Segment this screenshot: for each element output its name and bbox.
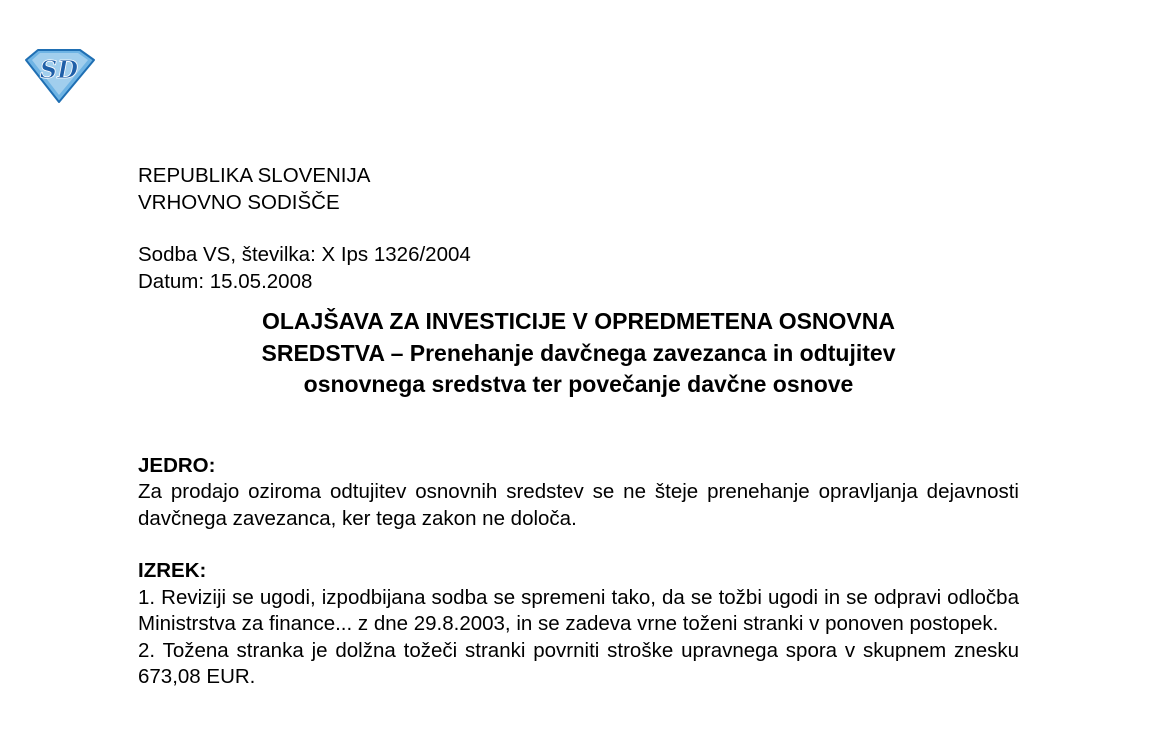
header-court: VRHOVNO SODIŠČE (138, 190, 340, 214)
case-number: Sodba VS, številka: X Ips 1326/2004 (138, 243, 471, 266)
logo-letters: SD (39, 55, 79, 84)
court-emblem-icon (22, 48, 96, 104)
header-country: REPUBLIKA SLOVENIJA (138, 164, 371, 187)
izrek-item: 1. Reviziji se ugodi, izpodbijana sodba se spremeni tako, da se tožbi ugodi in se odpravi odločba Ministrstva za finance... z dne 29.8.2003, in se zadeva vrne toženi stranki v ponoven postopek. (138, 585, 1019, 635)
document-body (138, 163, 1019, 691)
spacer (138, 216, 1019, 242)
court-logo (22, 48, 96, 104)
title-line-3: osnovnega sredstva ter povečanje davčne osnove (303, 371, 854, 397)
document-title (138, 306, 1019, 401)
title-line-1: OLAJŠAVA ZA INVESTICIJE V OPREDMETENA OSNOVNA (261, 308, 895, 334)
izrek-item: 2. Tožena stranka je dolžna tožeči stranki povrniti stroške upravnega spora v skupnem znesku 673,08 EUR. (138, 638, 1019, 688)
case-date: Datum: 15.05.2008 (138, 269, 313, 293)
spacer (138, 401, 1019, 453)
spacer (138, 532, 1019, 558)
izrek-label: IZREK: (138, 559, 207, 582)
jedro-label: JEDRO: (138, 453, 216, 477)
jedro-text: Za prodajo oziroma odtujitev osnovnih sredstev se ne šteje prenehanje opravljanja dejavnosti davčnega zavezanca, ker tega zakon ne določa. (138, 480, 1019, 530)
title-line-2: SREDSTVA – Prenehanje davčnega zavezanca in odtujitev (261, 339, 896, 366)
